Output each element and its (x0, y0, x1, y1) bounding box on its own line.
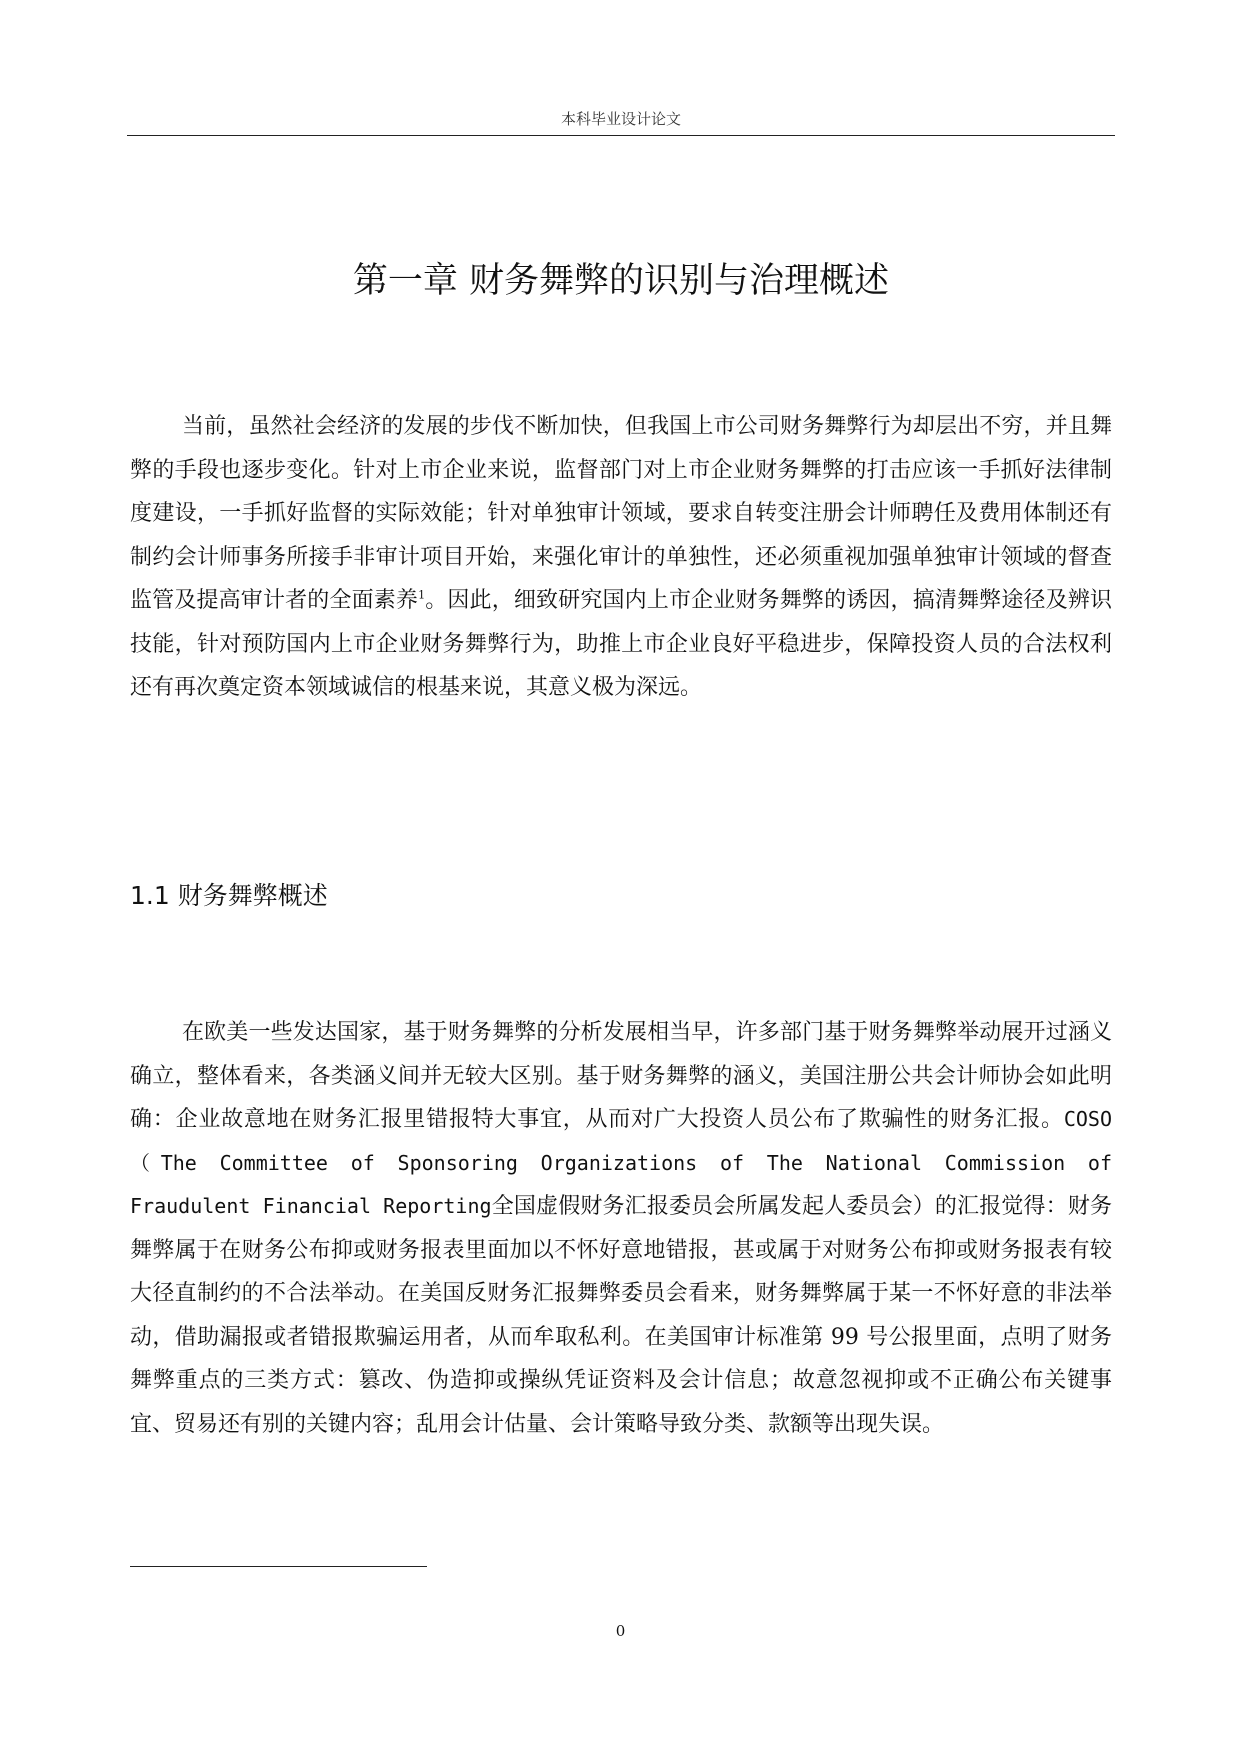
footnote-reference[interactable]: 1 (418, 588, 426, 602)
intro-paragraph (130, 405, 1112, 710)
section-heading: 1.1 财务舞弊概述 (130, 881, 328, 910)
section-text-part-1: 在欧美一些发达国家，基于财务舞弊的分析发展相当早，许多部门基于财务舞弊举动展开过涵义确立，整体看来，各类涵义间并无较大区别。基于财务舞弊的涵义，美国注册公共会计师协会如此明确：企业故意地在财务汇报里错报特大事宜，从而对广大投资人员公布了欺骗性的财务汇报。 (130, 1020, 1112, 1132)
section-paragraph (130, 1011, 1112, 1446)
coso-definition: COSO（The Committee of Sponsoring Organizations of The National Commission of Fraudulent Financial Reporting (130, 1107, 1112, 1218)
section-text-part-2: 全国虚假财务汇报委员会所属发起人委员会）的汇报觉得：财务舞弊属于在财务公布抑或财务报表里面加以不怀好意地错报，甚或属于对财务公布抑或财务报表有较大径直制约的不合法举动。在美国反财务汇报舞弊委员会看来，财务舞弊属于某一不怀好意的非法举动，借助漏报或者错报欺骗运用者，从而牟取私利。在美国审计标准第 99 号公报里面，点明了财务舞弊重点的三类方式：篡改、伪造抑或操纵凭证资料及会计信息；故意忽视抑或不正确公布关键事宜、贸易还有别的关键内容；乱用会计估量、会计策略导致分类、款额等出现失误。 (130, 1194, 1112, 1437)
page-number: 0 (615, 1622, 626, 1640)
footnote-divider (130, 1566, 427, 1567)
intro-text-continued: 。因此，细致研究国内上市企业财务舞弊的诱因，搞清舞弊途径及辨识技能，针对预防国内上市企业财务舞弊行为，助推上市企业良好平稳进步，保障投资人员的合法权利还有再次奠定资本领域诚信的根基来说，其意义极为深远。 (130, 588, 1112, 700)
page-header: 本科毕业设计论文 (560, 110, 681, 128)
intro-text: 当前，虽然社会经济的发展的步伐不断加快，但我国上市公司财务舞弊行为却层出不穷，并且舞弊的手段也逐步变化。针对上市企业来说，监督部门对上市企业财务舞弊的打击应该一手抓好法律制度建设，一手抓好监督的实际效能；针对单独审计领域，要求自转变注册会计师聘任及费用体制还有制约会计师事务所接手非审计项目开始，来强化审计的单独性，还必须重视加强单独审计领域的督查监管及提高审计者的全面素养 (130, 414, 1112, 613)
header-divider (127, 135, 1115, 136)
chapter-title: 第一章 财务舞弊的识别与治理概述 (352, 261, 890, 301)
